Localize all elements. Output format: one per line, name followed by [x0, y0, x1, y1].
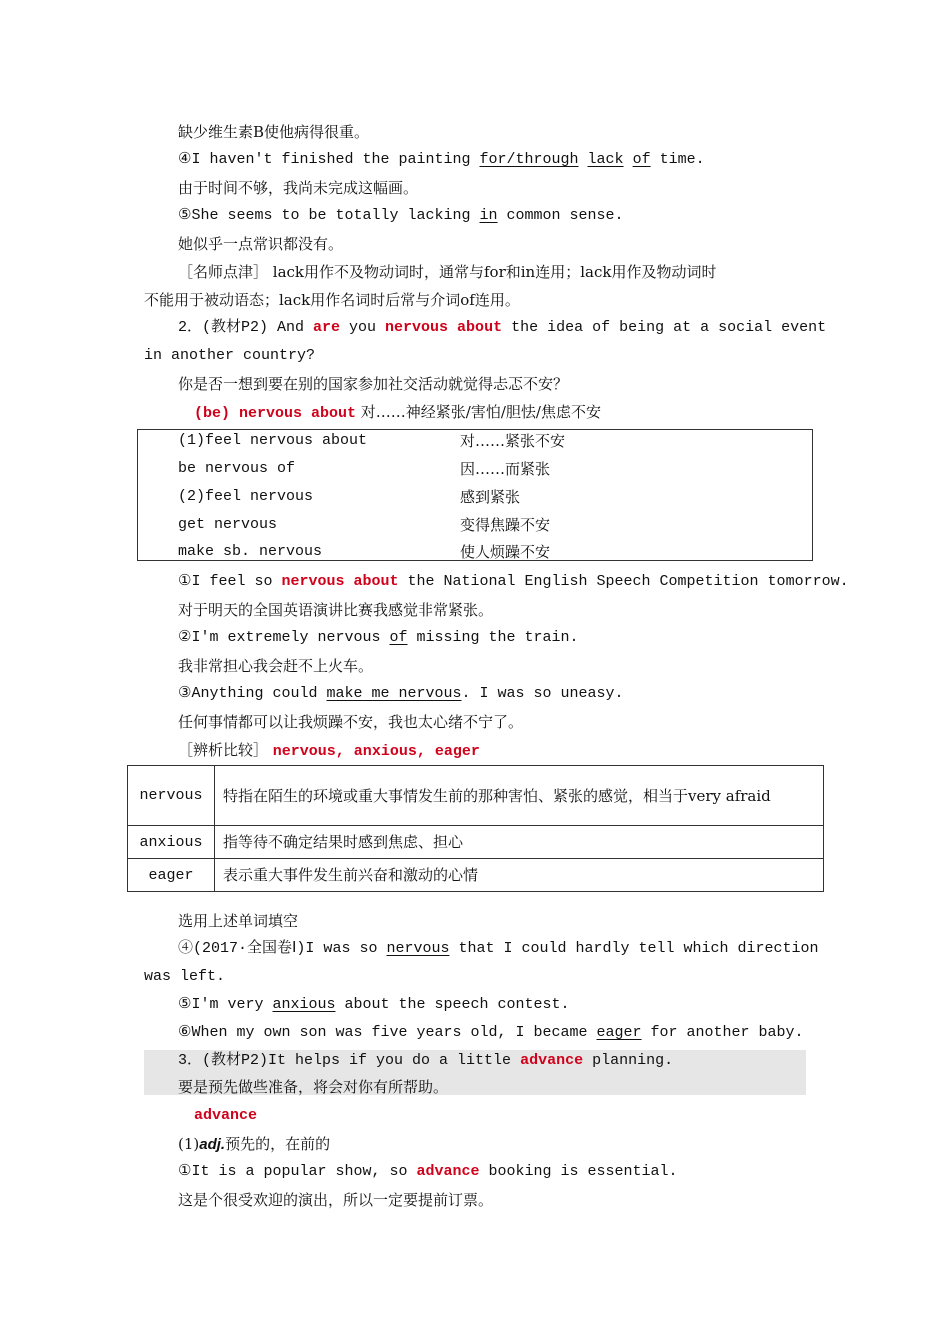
table-cell-word: eager	[128, 859, 215, 892]
section-heading: in another country?	[144, 347, 316, 364]
answer-blank: eager	[596, 1024, 642, 1041]
table-cell-desc: 表示重大事件发生前兴奋和激动的心情	[215, 859, 824, 892]
answer-blank: anxious	[272, 996, 336, 1013]
example-sentence: ③Anything could make me nervous. I was so uneasy.	[178, 685, 624, 702]
translation-line: 要是预先做些准备，将会对你有所帮助。	[178, 1078, 449, 1096]
example-sentence: ①I feel so nervous about the National English Speech Competition tomorrow.	[178, 573, 849, 590]
phrase-zh: 因……而紧张	[460, 460, 551, 478]
definition-line: (1)adj.预先的，在前的	[178, 1135, 331, 1153]
table-cell-desc: 指等待不确定结果时感到焦虑、担心	[215, 826, 824, 859]
table-cell-word: nervous	[128, 766, 215, 826]
translation-line: 我非常担心我会赶不上火车。	[178, 657, 374, 675]
example-sentence: ④I haven't finished the painting for/through lack of time.	[178, 151, 705, 168]
phrase-en: get nervous	[178, 516, 278, 533]
exercise-sentence: ⑤I'm very anxious about the speech contest.	[178, 996, 570, 1013]
answer-blank: of	[389, 629, 408, 646]
exercise-sentence: was left.	[144, 968, 226, 985]
phrase-zh: 变得焦躁不安	[460, 516, 551, 534]
phrase-heading: (be) nervous about 对……神经紧张/害怕/胆怯/焦虑不安	[194, 403, 601, 422]
comparison-heading: ［辨析比较］ nervous, anxious, eager	[178, 741, 480, 760]
exercise-sentence: ⑥When my own son was five years old, I became eager for another baby.	[178, 1024, 804, 1041]
table-cell-word: anxious	[128, 826, 215, 859]
answer-blank: nervous	[386, 940, 450, 957]
translation-line: 她似乎一点常识都没有。	[178, 235, 344, 253]
word-heading: advance	[194, 1107, 258, 1124]
translation-line: 这是个很受欢迎的演出，所以一定要提前订票。	[178, 1191, 494, 1209]
example-sentence: ①It is a popular show, so advance booking is essential.	[178, 1163, 678, 1180]
text-line: 缺少维生素B使他病得很重。	[178, 123, 370, 141]
answer-blank: lack	[587, 151, 624, 168]
phrase-en: (2)feel nervous	[178, 488, 314, 505]
example-sentence: ②I'm extremely nervous of missing the train.	[178, 629, 579, 646]
phrase-zh: 感到紧张	[460, 488, 521, 506]
answer-blank: in	[479, 207, 498, 224]
table-row	[128, 859, 824, 892]
translation-line: 任何事情都可以让我烦躁不安，我也太心绪不宁了。	[178, 713, 524, 731]
translation-line: 由于时间不够，我尚未完成这幅画。	[178, 179, 419, 197]
table-row	[128, 766, 824, 826]
teacher-note: ［名师点津］ lack用作不及物动词时，通常与for和in连用；lack用作及物动词时	[178, 263, 717, 281]
answer-blank: of	[632, 151, 651, 168]
section-heading: 3．(教材P2)It helps if you do a little advance planning.	[178, 1052, 674, 1069]
teacher-note: 不能用于被动语态；lack用作名词时后常与介词of连用。	[144, 291, 520, 309]
answer-blank: make me nervous	[326, 685, 462, 702]
translation-line: 你是否一想到要在别的国家参加社交活动就觉得忐忑不安？	[178, 375, 569, 393]
phrase-en: (1)feel nervous about	[178, 432, 368, 449]
phrase-en: make sb. nervous	[178, 543, 323, 560]
exercise-sentence: ④(2017·全国卷Ⅰ)I was so nervous that I could hardly tell which direction	[178, 940, 819, 957]
translation-line: 对于明天的全国英语演讲比赛我感觉非常紧张。	[178, 601, 494, 619]
table-row	[128, 826, 824, 859]
answer-blank: for/through	[479, 151, 579, 168]
table-cell-desc: 特指在陌生的环境或重大事情发生前的那种害怕、紧张的感觉，相当于very afraid	[215, 766, 824, 826]
comparison-table	[127, 765, 824, 892]
section-heading: 2．(教材P2) And are you nervous about the idea of being at a social event	[178, 319, 827, 336]
phrase-en: be nervous of	[178, 460, 296, 477]
example-sentence: ⑤She seems to be totally lacking in common sense.	[178, 207, 624, 224]
phrase-zh: 对……紧张不安	[460, 432, 566, 450]
phrase-zh: 使人烦躁不安	[460, 543, 551, 561]
instruction-line: 选用上述单词填空	[178, 912, 299, 930]
